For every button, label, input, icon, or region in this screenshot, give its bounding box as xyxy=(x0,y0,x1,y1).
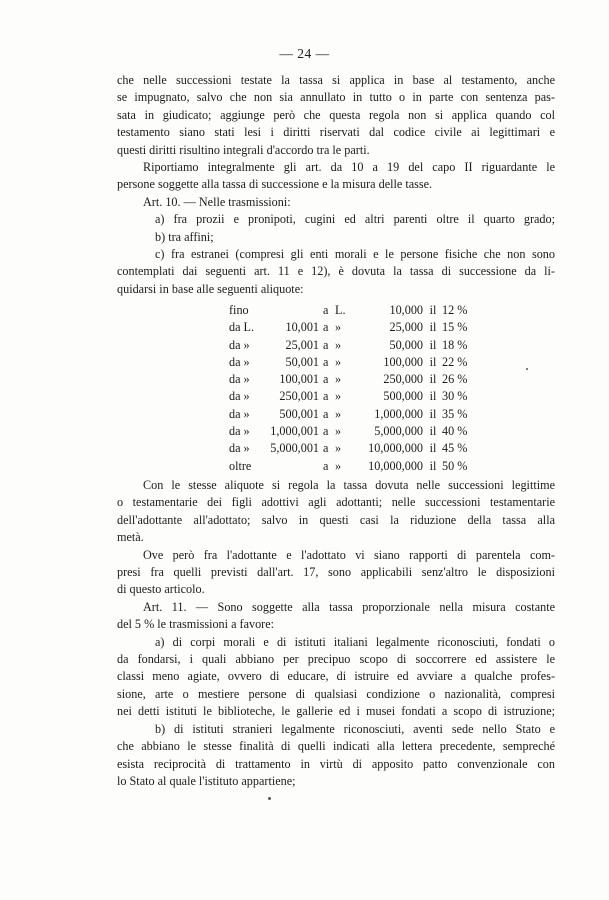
rate-prefix: da » xyxy=(229,354,250,369)
paragraph-adoptive-children xyxy=(117,477,555,547)
article-10-item-c xyxy=(117,246,555,298)
print-speck xyxy=(526,368,528,370)
rate-il: il xyxy=(429,389,437,404)
rate-to: 250,000 xyxy=(383,372,423,387)
rate-unit: » xyxy=(335,337,342,352)
table-row xyxy=(229,458,474,475)
text-line: Con le stesse aliquote si regola la tassa dovuta nelle successioni legittime xyxy=(143,478,555,492)
article-10-heading xyxy=(117,194,555,211)
rate-percent: 45 % xyxy=(442,441,468,456)
rate-unit: » xyxy=(335,406,342,421)
rate-from: 100,001 xyxy=(279,372,319,387)
text-line: del 5 % le trasmissioni a favore: xyxy=(117,617,275,632)
rate-a: a xyxy=(323,441,329,456)
text-line: a) fra prozii e pronipoti, cugini ed altri parenti oltre il quarto grado; xyxy=(155,212,555,227)
table-row xyxy=(229,337,474,354)
rate-to: 500,000 xyxy=(383,389,423,404)
text-line: che nelle successioni testate la tassa si applica in base al testamento, anche xyxy=(117,73,555,87)
rate-il: il xyxy=(429,303,437,317)
text-line: sata in giudicato; aggiunge però che questa regola non si applica quando col xyxy=(117,107,555,122)
article-10-item-a xyxy=(117,211,555,228)
rate-prefix: da » xyxy=(229,424,250,439)
text-block-lower xyxy=(117,477,555,790)
text-line: Art. 10. — Nelle trasmissioni: xyxy=(143,194,291,209)
text-line: che abbiano le stesse finalità di quelli indicati alla lettera precedente, sempreché xyxy=(117,739,555,754)
rate-to: 10,000,000 xyxy=(368,458,423,473)
table-row xyxy=(229,354,474,371)
rate-a: a xyxy=(323,337,329,352)
rate-percent: 12 % xyxy=(442,303,468,317)
rate-unit: L. xyxy=(335,303,346,317)
rate-a: a xyxy=(323,406,329,421)
rate-a: a xyxy=(323,458,329,473)
text-block-upper xyxy=(117,72,555,298)
text-line: metà. xyxy=(117,530,144,545)
rate-from xyxy=(265,302,323,319)
rate-a: a xyxy=(323,303,329,317)
text-line: o testamentarie dei figli adottivi agli adottanti; nelle successioni testamentarie xyxy=(117,495,555,510)
rate-percent: 18 % xyxy=(442,337,468,352)
rate-unit: » xyxy=(335,320,342,335)
text-line: testamento siano stati lesi i diritti riservati dal codice civile ai legittimari e xyxy=(117,125,555,140)
rate-percent: 50 % xyxy=(442,458,468,473)
print-speck xyxy=(268,797,271,800)
rate-il: il xyxy=(429,354,437,369)
text-line: Riportiamo integralmente gli art. da 10 a 19 del capo II riguardante le xyxy=(143,160,555,175)
rate-il: il xyxy=(429,372,437,387)
text-line: da fondarsi, i quali abbiano per precipuo scopo di soccorrere ed assistere le xyxy=(117,652,555,667)
text-line: sione, arte o mestiere persone di qualsiasi condizione o nazionalità, compresi xyxy=(117,686,555,701)
rate-from: 10,001 xyxy=(285,320,319,335)
text-line: di questo articolo. xyxy=(117,582,205,597)
rate-from: 5,000,001 xyxy=(270,441,319,456)
rate-il: il xyxy=(429,424,437,439)
text-line: persone soggette alla tassa di successione e la misura delle tasse. xyxy=(117,177,433,192)
rate-from xyxy=(265,458,323,475)
tax-rates-table xyxy=(229,302,474,475)
rate-il: il xyxy=(429,406,437,421)
rate-percent: 40 % xyxy=(442,424,468,439)
rate-percent: 22 % xyxy=(442,354,468,369)
article-11-heading xyxy=(117,599,555,634)
rate-prefix: fino xyxy=(229,303,249,317)
rate-to: 5,000,000 xyxy=(374,424,423,439)
text-line: c) fra estranei (compresi gli enti morali e le persone fisiche che non sono xyxy=(155,247,555,262)
text-line: lo Stato al quale l'istituto appartiene; xyxy=(117,773,296,788)
article-11-item-a xyxy=(117,634,555,721)
rate-percent: 15 % xyxy=(442,320,468,335)
rate-from: 500,001 xyxy=(279,406,319,421)
rate-a: a xyxy=(323,389,329,404)
rate-percent: 35 % xyxy=(442,406,468,421)
text-line: Art. 11. — Sono soggette alla tassa proporzionale nella misura costante xyxy=(143,599,555,614)
article-10-item-b xyxy=(117,229,555,246)
text-line: Ove però fra l'adottante e l'adottato vi siano rapporti di parentela com- xyxy=(143,547,555,562)
rate-prefix: da » xyxy=(229,441,250,456)
rate-il: il xyxy=(429,320,437,335)
rate-a: a xyxy=(323,354,329,369)
table-row xyxy=(229,440,474,457)
table-row xyxy=(229,388,474,405)
text-line: contemplati dai seguenti art. 11 e 12), è dovuta la tassa di successione da li- xyxy=(117,264,555,279)
table-row xyxy=(229,423,474,440)
page-number: — 24 — xyxy=(279,46,330,61)
rate-to: 10,000,000 xyxy=(368,441,423,456)
text-line: nei detti istituti le biblioteche, le gallerie ed i musei fondati a scopo di istruzione; xyxy=(117,704,555,719)
rate-a: a xyxy=(323,424,329,439)
text-line: se impugnato, salvo che non sia annullato in tutto o in parte con sentenza pas- xyxy=(117,90,555,105)
rate-to: 1,000,000 xyxy=(374,406,423,421)
rate-from: 250,001 xyxy=(279,389,319,404)
rate-unit: » xyxy=(335,424,342,439)
rate-prefix: da » xyxy=(229,337,250,352)
text-line: classi meno agiate, ovvero di educare, di istruire ed avviare a qualche profes- xyxy=(117,669,555,684)
rate-il: il xyxy=(429,337,437,352)
paragraph-testate-successions xyxy=(117,72,555,159)
text-line: b) di istituti stranieri legalmente riconosciuti, aventi sede nello Stato e xyxy=(155,721,555,736)
text-line: esista reciprocità di trattamento in virtù di apposito patto convenzionale con xyxy=(117,756,555,771)
rate-from: 25,001 xyxy=(285,337,319,352)
text-line: quidarsi in base alle seguenti aliquote: xyxy=(117,281,304,296)
article-11-item-b xyxy=(117,721,555,791)
text-line: dell'adottante all'adottato; salvo in questi casi la riduzione della tassa alla xyxy=(117,512,555,527)
paragraph-kinship xyxy=(117,547,555,599)
rate-prefix: da » xyxy=(229,372,250,387)
rate-a: a xyxy=(323,320,329,335)
rate-prefix: da » xyxy=(229,406,250,421)
table-row xyxy=(229,371,474,388)
rate-prefix: da » xyxy=(229,389,250,404)
text-line: b) tra affini; xyxy=(155,229,214,244)
text-line: a) di corpi morali e di istituti italiani legalmente riconosciuti, fondati o xyxy=(155,634,555,649)
rate-unit: » xyxy=(335,372,342,387)
rate-il: il xyxy=(429,441,437,456)
rate-percent: 26 % xyxy=(442,372,468,387)
rate-percent: 30 % xyxy=(442,389,468,404)
rate-a: a xyxy=(323,372,329,387)
paragraph-articles-intro xyxy=(117,159,555,194)
rate-to: 25,000 xyxy=(389,320,423,335)
rate-unit: » xyxy=(335,441,342,456)
rate-prefix: da L. xyxy=(229,320,255,335)
table-row xyxy=(229,319,474,336)
rate-unit: » xyxy=(335,458,342,473)
rate-prefix: oltre xyxy=(229,458,252,473)
rate-il: il xyxy=(429,458,437,473)
table-row xyxy=(229,406,474,423)
rate-to: 50,000 xyxy=(389,337,423,352)
rate-to: 10,000 xyxy=(389,303,423,317)
rate-from: 50,001 xyxy=(285,354,319,369)
rate-from: 1,000,001 xyxy=(270,424,319,439)
text-line: questi diritti risultino integrali d'accordo tra le parti. xyxy=(117,142,370,157)
table-row xyxy=(229,302,474,319)
text-line: presi fra quelli previsti dall'art. 17, sono applicabili senz'altro le disposizioni xyxy=(117,565,555,580)
rate-unit: » xyxy=(335,354,342,369)
rate-to: 100,000 xyxy=(383,354,423,369)
rate-unit: » xyxy=(335,389,342,404)
